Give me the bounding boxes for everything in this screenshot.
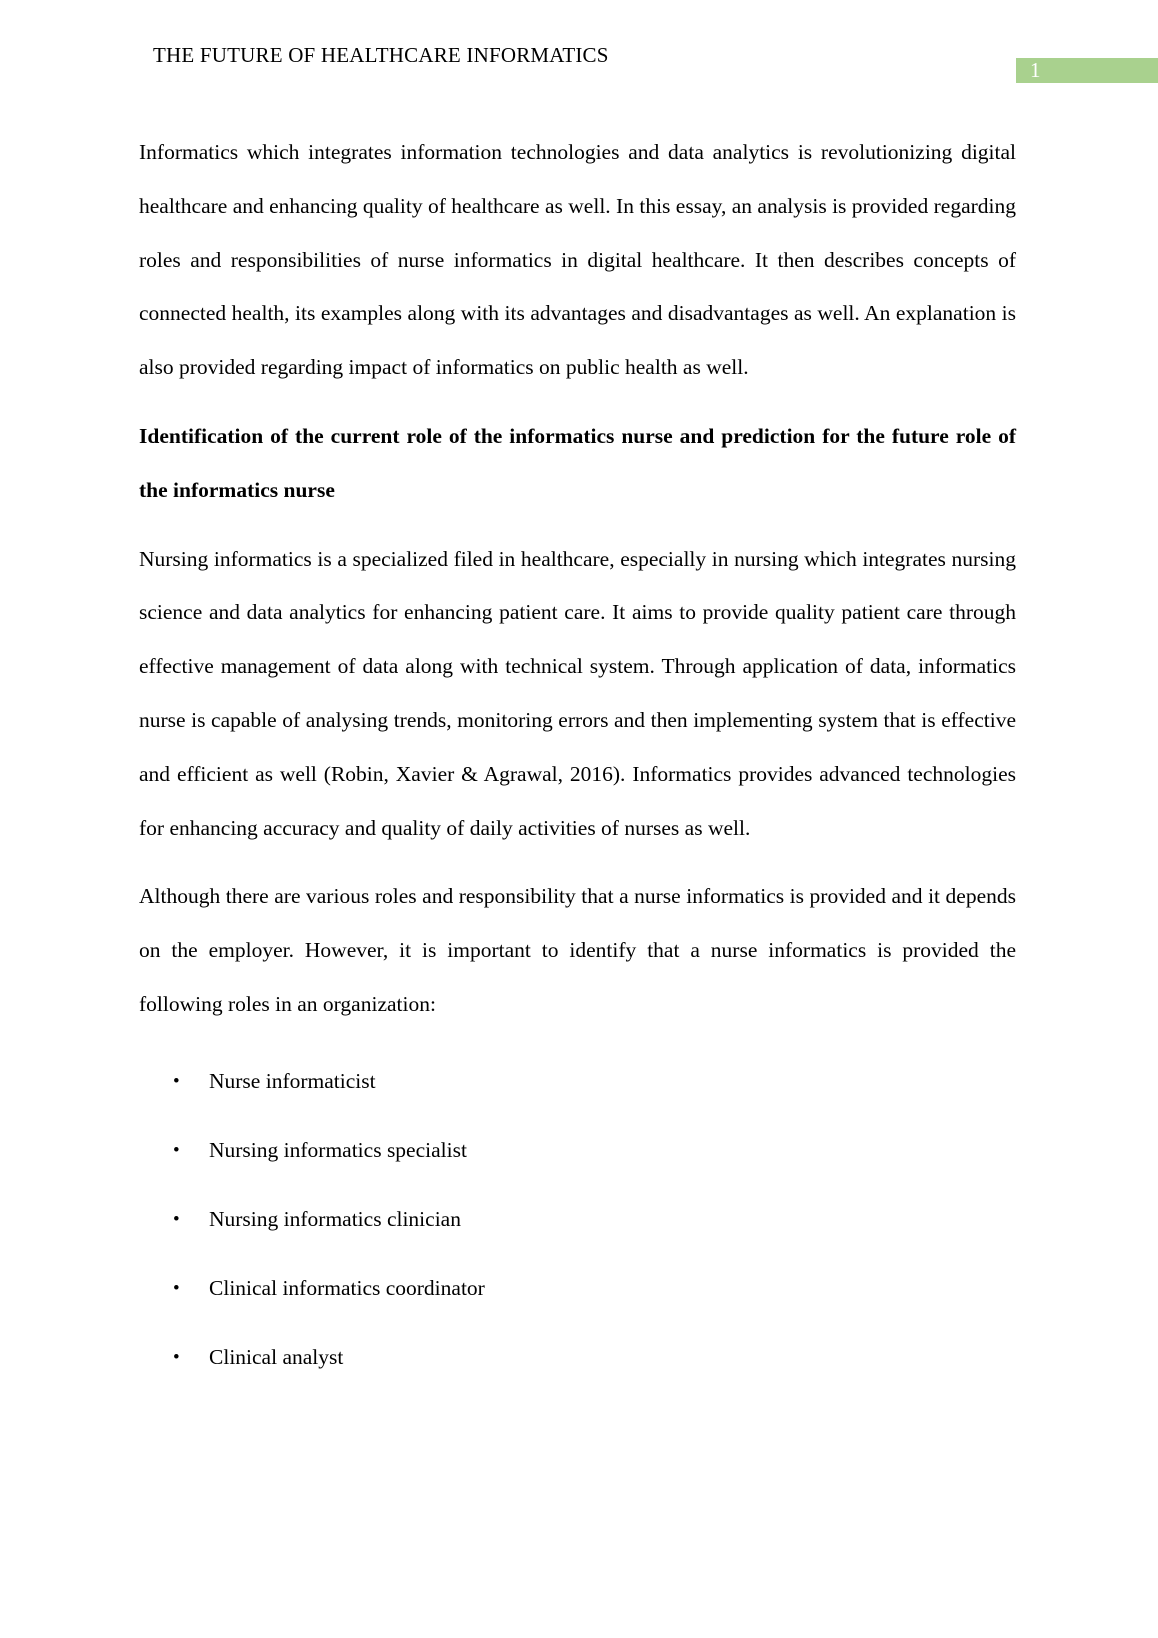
list-item-label: Clinical analyst — [209, 1344, 344, 1369]
list-item-label: Nursing informatics clinician — [209, 1206, 461, 1231]
body-paragraph-1: Nursing informatics is a specialized filed in healthcare, especially in nursing which integrates nursing science and data analytics for enhancing patient care. It aims to provide quality patient care through effective management of data along with technical system. Through application of data, informatics nurse is capable of analysing trends, monitoring errors and then implementing system that is effective and efficient as well (Robin, Xavier & Agrawal, 2016). Informatics provides advanced technologies for enhancing accuracy and quality of daily activities of nurses as well. — [139, 546, 1016, 840]
page-number-badge: 1 — [1016, 58, 1158, 83]
list-item — [139, 1323, 1016, 1392]
section-heading: Identification of the current role of the informatics nurse and prediction for the future role of the informatics nurse — [139, 423, 1016, 502]
list-item — [139, 1254, 1016, 1323]
bullet-icon: • — [173, 1208, 180, 1230]
list-item-label: Clinical informatics coordinator — [209, 1275, 485, 1300]
list-item-label: Nurse informaticist — [209, 1068, 376, 1093]
list-item — [139, 1185, 1016, 1254]
bullet-icon: • — [173, 1070, 180, 1092]
bullet-icon: • — [173, 1139, 180, 1161]
list-item — [139, 1047, 1016, 1116]
roles-list — [139, 1047, 1016, 1392]
document-body — [139, 126, 1016, 1392]
list-item-label: Nursing informatics specialist — [209, 1137, 467, 1162]
body-paragraph-2: Although there are various roles and responsibility that a nurse informatics is provided and it depends on the employer. However, it is important to identify that a nurse informatics is provided the following roles in an organization: — [139, 884, 1016, 1016]
running-head: THE FUTURE OF HEALTHCARE INFORMATICS — [153, 43, 609, 67]
list-item — [139, 1116, 1016, 1185]
intro-paragraph: Informatics which integrates information technologies and data analytics is revolutionizing digital healthcare and enhancing quality of healthcare as well. In this essay, an analysis is provided regarding roles and responsibilities of nurse informatics in digital healthcare. It then describes concepts of connected health, its examples along with its advantages and disadvantages as well. An explanation is also provided regarding impact of informatics on public health as well. — [139, 140, 1016, 380]
bullet-icon: • — [173, 1346, 180, 1368]
bullet-icon: • — [173, 1277, 180, 1299]
